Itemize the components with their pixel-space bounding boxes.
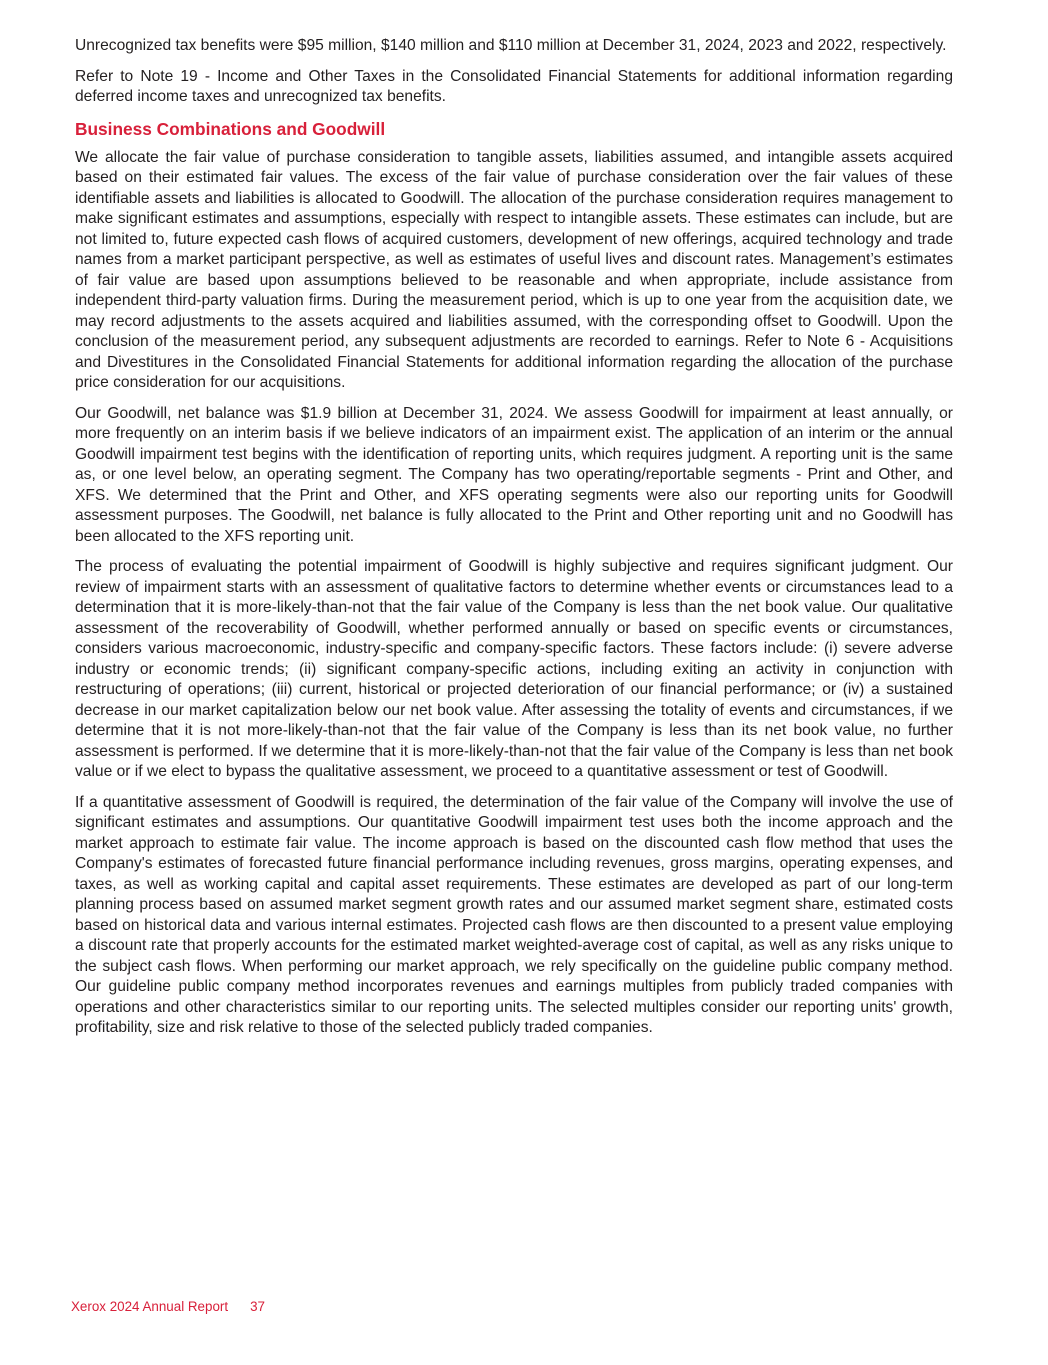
paragraph-note-19-reference: Refer to Note 19 - Income and Other Taxes in the Consolidated Financial Statements for additional information regarding deferred income taxes and unrecognized tax benefits. — [75, 67, 953, 105]
paragraph-unrecognized-tax-benefits: Unrecognized tax benefits were $95 million, $140 million and $110 million at December 31, 2024, 2023 and 2022, respectively. — [75, 37, 947, 54]
page-footer — [71, 1299, 265, 1314]
paragraph-impairment-qualitative: The process of evaluating the potential impairment of Goodwill is highly subjective and requires significant judgment. Our review of impairment starts with an assessment of qualitative factors to determine whether events or circumstances lead to a determination that it is more-likely-than-not that the fair value of the Company is less than the net book value. Our qualitative assessment of the recoverability of Goodwill, whether performed annually or based on specific events or circumstances, considers various macroeconomic, industry-specific and company-specific factors. These factors include: (i) severe adverse industry or economic trends; (ii) significant company-specific actions, including exiting an activity in conjunction with restructuring of operations; (iii) current, historical or projected deterioration of our financial performance; or (iv) a sustained decrease in our market capitalization below our net book value. After assessing the totality of events and circumstances, if we determine that it is not more-likely-than-not that the fair value of the Company is less than its net book value, no further assessment is performed. If we determine that it is more-likely-than-not that the fair value of the Company is less than net book value or if we elect to bypass the qualitative assessment, we proceed to a quantitative assessment or test of Goodwill. — [75, 558, 953, 780]
paragraph-impairment-quantitative: If a quantitative assessment of Goodwill is required, the determination of the fair value of the Company will involve the use of significant estimates and assumptions. Our quantitative Goodwill impairment test uses both the income approach and the market approach to estimate fair value. The income approach is based on the discounted cash flow method that uses the Company's estimates of forecasted future financial performance including revenues, gross margins, operating expenses, and taxes, as well as working capital and capital asset requirements. These estimates are developed as part of our long-term planning process based on assumed market segment growth rates and our assumed market segment share, estimated costs based on historical data and various internal estimates. Projected cash flows are then discounted to a present value employing a discount rate that properly accounts for the estimated market weighted-average cost of capital, as well as any risks unique to the subject cash flows. When performing our market approach, we rely specifically on the guideline public company method. Our guideline public company method incorporates revenues and earnings multiples from publicly traded companies with operations and other characteristics similar to our reporting units. The selected multiples consider our reporting units' growth, profitability, size and risk relative to those of the selected publicly traded companies. — [75, 793, 953, 1036]
paragraph-purchase-allocation: We allocate the fair value of purchase consideration to tangible assets, liabilities assumed, and intangible assets acquired based on their estimated fair values. The excess of the fair value of purchase consideration over the fair values of these identifiable assets and liabilities is allocated to Goodwill. The allocation of the purchase consideration requires management to make significant estimates and assumptions, especially with respect to intangible assets. These estimates can include, but are not limited to, future expected cash flows of acquired customers, development of new offerings, acquired technology and trade names from a market participant perspective, as well as estimates of useful lives and discount rates. Management’s estimates of fair value are based upon assumptions believed to be reasonable and when appropriate, include assistance from independent third-party valuation firms. During the measurement period, which is up to one year from the acquisition date, we may record adjustments to the assets acquired and liabilities assumed, with the corresponding offset to Goodwill. Upon the conclusion of the measurement period, any subsequent adjustments are recorded to earnings. Refer to Note 6 - Acquisitions and Divestitures in the Consolidated Financial Statements for additional information regarding the allocation of the purchase price consideration for our acquisitions. — [75, 148, 953, 391]
section-heading: Business Combinations and Goodwill — [75, 118, 386, 139]
footer-report-title: Xerox 2024 Annual Report — [71, 1299, 229, 1314]
paragraph-goodwill-balance: Our Goodwill, net balance was $1.9 billion at December 31, 2024. We assess Goodwill for impairment at least annually, or more frequently on an interim basis if we believe indicators of an impairment exist. The application of an interim or the annual Goodwill impairment test begins with the identification of reporting units, which requires judgment. A reporting unit is the same as, or one level below, an operating segment. The Company has two operating/reportable segments - Print and Other, and XFS. We determined that the Print and Other, and XFS operating segments were also our reporting units for Goodwill assessment purposes. The Goodwill, net balance is fully allocated to the Print and Other reporting unit and no Goodwill has been allocated to the XFS reporting unit. — [75, 404, 953, 545]
page-number: 37 — [250, 1299, 265, 1314]
document-body — [75, 36, 953, 1049]
